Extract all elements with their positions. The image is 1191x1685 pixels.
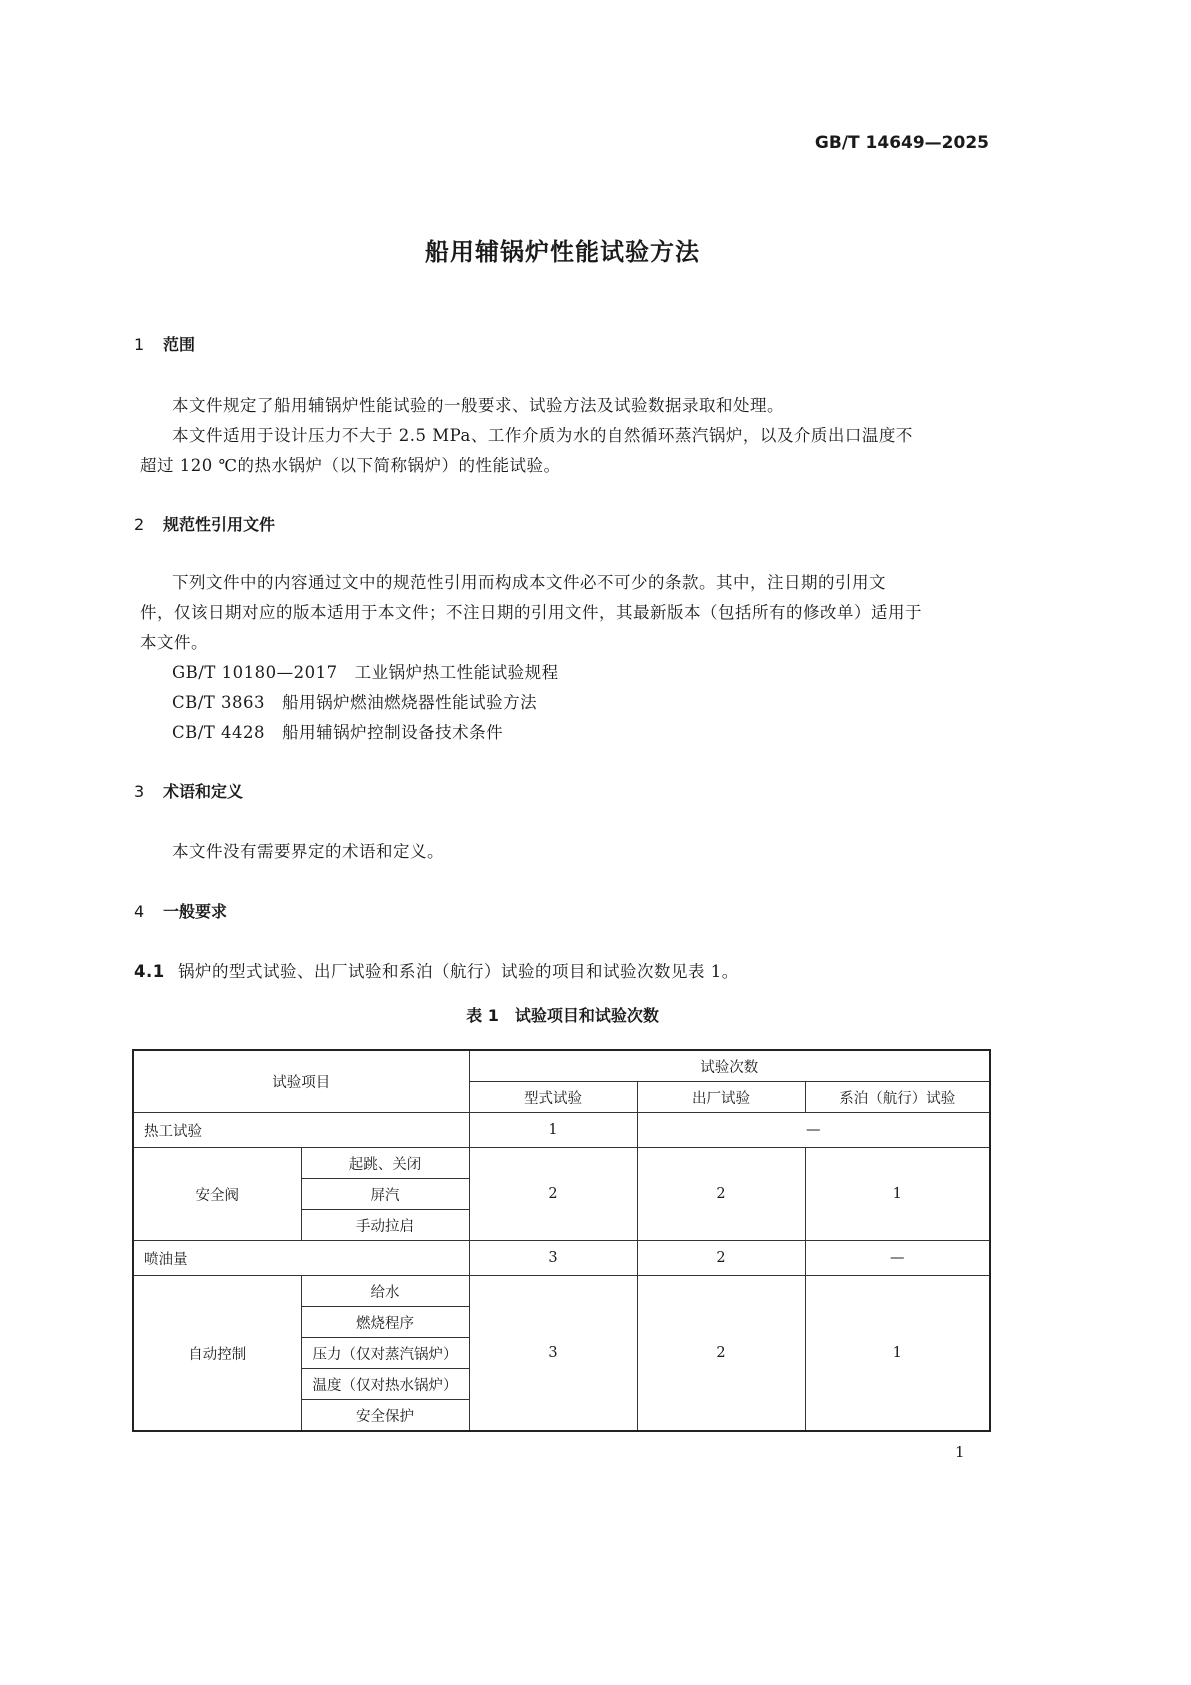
reference-item: CB/T 3863 船用锅炉燃油燃烧器性能试验方法 [172, 693, 538, 712]
header-type-test: 型式试验 [469, 1082, 637, 1113]
table-row: 自动控制 给水 3 2 1 [133, 1276, 990, 1307]
section-heading-3: 3 术语和定义 [134, 782, 244, 801]
terms-paragraph: 本文件没有需要界定的术语和定义。 [172, 842, 444, 861]
section-heading-2: 2 规范性引用文件 [134, 515, 276, 534]
clause-4-1: 4.1 锅炉的型式试验、出厂试验和系泊（航行）试验的项目和试验次数见表 1。 [134, 962, 739, 981]
reference-item: GB/T 10180—2017 工业锅炉热工性能试验规程 [172, 663, 559, 682]
standard-number: GB/T 14649—2025 [814, 133, 989, 153]
table-caption: 表 1 试验项目和试验次数 [466, 1006, 659, 1025]
scope-paragraph-2-cont: 超过 120 ℃的热水锅炉（以下简称锅炉）的性能试验。 [140, 456, 561, 475]
section-heading-1: 1 范围 [134, 335, 196, 354]
table-row: 安全阀 起跳、关闭 2 2 1 [133, 1148, 990, 1179]
test-items-table: 试验项目 试验次数 型式试验 出厂试验 系泊（航行）试验 热工试验 1 — 安全阀 起跳、关闭 2 2 1 屏汽 手动拉启 喷油量 3 2 — 自动控制 给水 3 2 1 燃烧程序 压力（仅对蒸汽锅炉） 温度（仅对热水锅炉） 安全保护 [132, 1049, 991, 1432]
refs-paragraph-cont: 件，仅该日期对应的版本适用于本文件；不注日期的引用文件，其最新版本（包括所有的修改单）适用于 [140, 603, 922, 622]
table-row: 喷油量 3 2 — [133, 1241, 990, 1276]
header-mooring-test: 系泊（航行）试验 [805, 1082, 990, 1113]
header-test-item: 试验项目 [133, 1050, 469, 1113]
table-row: 热工试验 1 — [133, 1113, 990, 1148]
header-factory-test: 出厂试验 [637, 1082, 805, 1113]
section-heading-4: 4 一般要求 [134, 902, 228, 921]
document-title: 船用辅锅炉性能试验方法 [425, 238, 700, 266]
page-number: 1 [955, 1443, 965, 1461]
scope-paragraph-1: 本文件规定了船用辅锅炉性能试验的一般要求、试验方法及试验数据录取和处理。 [172, 396, 784, 415]
refs-paragraph-end: 本文件。 [140, 633, 208, 652]
reference-item: CB/T 4428 船用辅锅炉控制设备技术条件 [172, 723, 504, 742]
header-test-count: 试验次数 [469, 1050, 990, 1082]
scope-paragraph-2: 本文件适用于设计压力不大于 2.5 MPa、工作介质为水的自然循环蒸汽锅炉，以及介质出口温度不 [172, 426, 913, 445]
refs-paragraph: 下列文件中的内容通过文中的规范性引用而构成本文件必不可少的条款。其中，注日期的引用文 [172, 573, 886, 592]
